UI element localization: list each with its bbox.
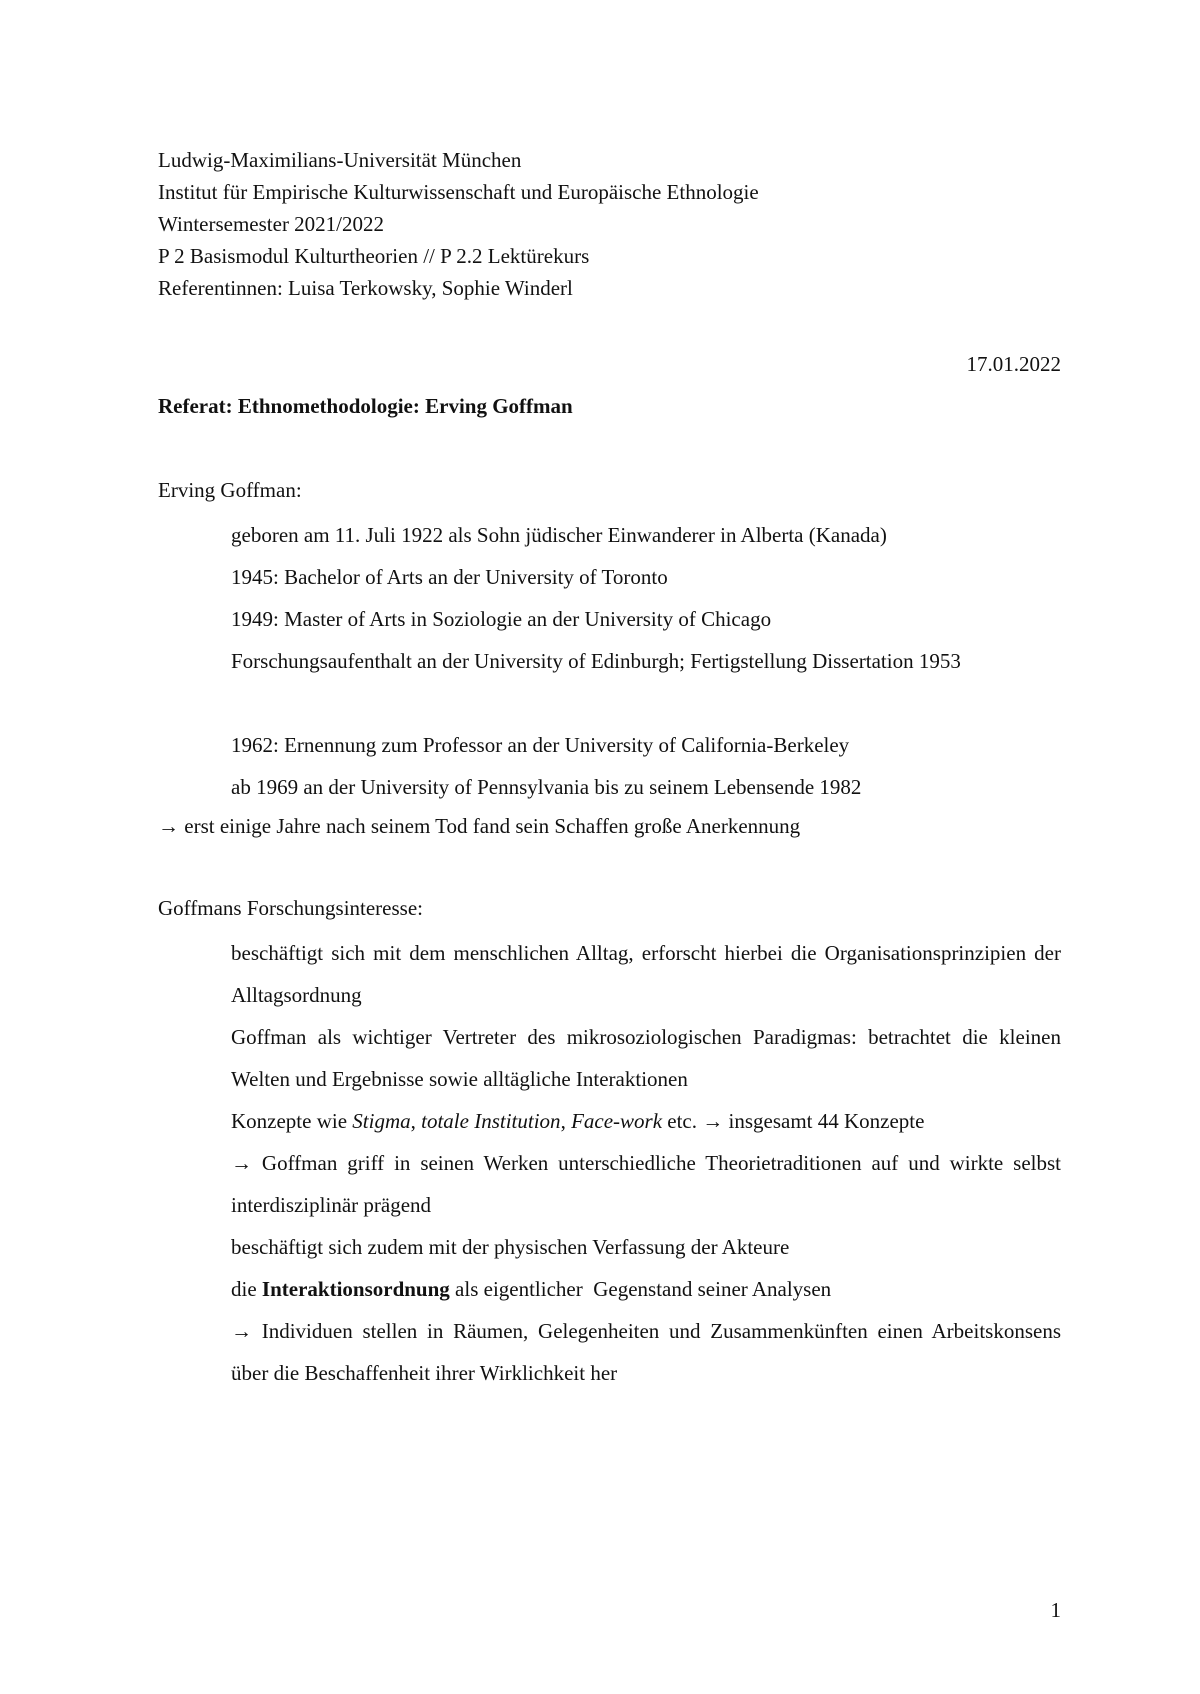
list-item: 1945: Bachelor of Arts an der University of Toronto (231, 565, 668, 589)
list-item: beschäftigt sich zudem mit der physischen Verfassung der Akteure (231, 1235, 790, 1259)
concept-stigma: Stigma (352, 1109, 411, 1133)
list-item-interaction-order (231, 1268, 1061, 1310)
list-item: Goffman als wichtiger Vertreter des mikrosoziologischen Paradigmas: betrachtet die kleinen Welten und Ergebnisse sowie alltägliche Interaktionen (231, 1025, 1061, 1091)
list-item-concepts (231, 1100, 1061, 1142)
concepts-prefix: Konzepte wie (231, 1109, 353, 1133)
header-institute: Institut für Empirische Kulturwissenschaft und Europäische Ethnologie (158, 180, 759, 204)
interaction-prefix: die (231, 1277, 262, 1301)
concepts-suffix: etc. → insgesamt 44 Konzepte (662, 1109, 925, 1133)
section-heading-biography: Erving Goffman: (158, 478, 302, 502)
list-item: ab 1969 an der University of Pennsylvania bis zu seinem Lebensende 1982 (231, 775, 862, 799)
list-item: Forschungsaufenthalt an der University of Edinburgh; Fertigstellung Dissertation 1953 (231, 649, 961, 673)
concept-total-institution: totale Institution (421, 1109, 561, 1133)
list-item: 1962: Ernennung zum Professor an der University of California-Berkeley (231, 733, 850, 757)
document-date: 17.01.2022 (966, 352, 1061, 376)
header-semester: Wintersemester 2021/2022 (158, 212, 385, 236)
concept-face-work: Face-work (571, 1109, 663, 1133)
header-university: Ludwig-Maximilians-Universität München (158, 148, 522, 172)
list-item: 1949: Master of Arts in Soziologie an der University of Chicago (231, 607, 772, 631)
concepts-separator: , (410, 1109, 422, 1133)
interaction-suffix: als eigentlicher Gegenstand seiner Analysen (449, 1277, 832, 1301)
header-speakers: Referentinnen: Luisa Terkowsky, Sophie Winderl (158, 276, 573, 300)
list-item: → Individuen stellen in Räumen, Gelegenheiten und Zusammenkünften einen Arbeitskonsens über die Beschaffenheit ihrer Wirklichkeit her (231, 1319, 1061, 1385)
list-item: geboren am 11. Juli 1922 als Sohn jüdischer Einwanderer in Alberta (Kanada) (231, 523, 887, 547)
section-heading-research: Goffmans Forschungsinteresse: (158, 896, 423, 920)
interaction-order-term: Interaktionsordnung (261, 1277, 450, 1301)
biography-conclusion: → erst einige Jahre nach seinem Tod fand sein Schaffen große Anerkennung (158, 814, 801, 838)
header-module: P 2 Basismodul Kulturtheorien // P 2.2 Lektürekurs (158, 244, 590, 268)
document-title: Referat: Ethnomethodologie: Erving Goffman (158, 394, 573, 418)
page-number: 1 (1050, 1598, 1061, 1622)
list-item: beschäftigt sich mit dem menschlichen Alltag, erforscht hierbei die Organisationsprinzipien der Alltagsordnung (231, 941, 1061, 1007)
concepts-separator: , (560, 1109, 572, 1133)
list-item: → Goffman griff in seinen Werken unterschiedliche Theorietraditionen auf und wirkte selbst interdisziplinär prägend (231, 1151, 1061, 1217)
